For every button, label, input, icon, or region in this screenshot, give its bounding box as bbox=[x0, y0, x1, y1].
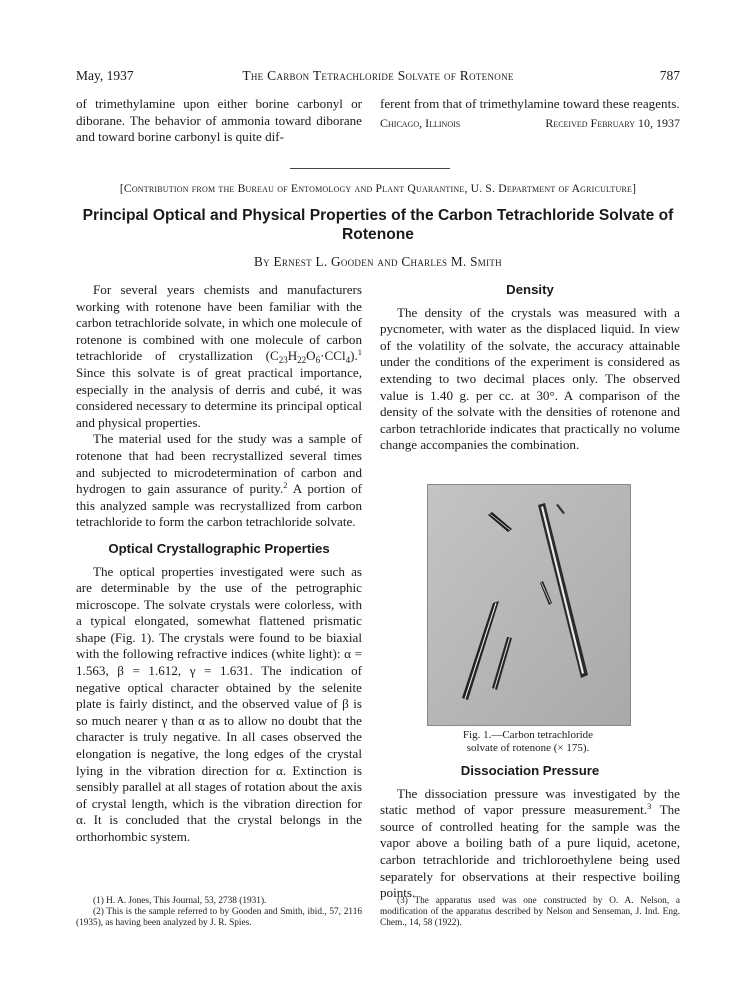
intro-paragraph-1: For several years chemists and manufacturers working with rotenone have been familiar with the carbon tetrachloride solvate, in which one molecule of rotenone is combined with one molecule of carbon tetrachloride of crystallization $(C_{23}H_{22}O_6\cdot CCl_4).^1$ Since this solvate is of great practical importance, especially in the analysis of derris and cubé, it was considered necessary to determine its principal optical and physical properties. bbox=[76, 282, 362, 430]
footnotes-right bbox=[380, 896, 680, 930]
footnote-ref-2: 2 bbox=[283, 480, 288, 491]
received-date: Received February 10, 1937 bbox=[545, 115, 680, 130]
page-number: 787 bbox=[659, 68, 680, 83]
left-column bbox=[76, 282, 362, 846]
contribution-line: [Contribution from the Bureau of Entomology and Plant Quarantine, U. S. Department of Agriculture] bbox=[119, 182, 637, 195]
optical-heading: Optical Crystallographic Properties bbox=[108, 540, 330, 556]
section-divider bbox=[290, 168, 450, 169]
dissociation-paragraph: The dissociation pressure was investigated by the static method of vapor pressure measurement.$^3$ The source of controlled heating for the sample was the vapor above a boiling bath of a pure liquid, acetone, carbon tetrachloride and trichloroethylene being used separately for observations at their respective boiling points. bbox=[380, 785, 680, 901]
footnote-ref-1: 1 bbox=[357, 347, 362, 358]
figure-caption: Fig. 1.—Carbon tetrachloride solvate of rotenone (× 175). bbox=[462, 729, 594, 755]
previous-article-text-left: of trimethylamine upon either borine carbonyl or diborane. The behavior of ammonia toward diborane and toward borine carbonyl is quite dif- bbox=[76, 96, 362, 145]
article-title: Principal Optical and Physical Properties of the Carbon Tetrachloride Solvate of Rotenone bbox=[82, 207, 674, 243]
footnote-3: (3) The apparatus used was one constructed by O. A. Nelson, a modification of the apparatus described by Nelson and Senseman, J. Ind. Eng. Chem., 14, 58 (1922). bbox=[380, 896, 680, 929]
previous-article-text-right: ferent from that of trimethylamine toward these reagents. Chicago, Illinois Received February 10, 1937 bbox=[380, 96, 680, 130]
figure-crystal-micrograph bbox=[427, 484, 631, 726]
density-paragraph: The density of the crystals was measured with a pycnometer, with water as the displaced liquid. In view of the volatility of the solvate, the accuracy attainable under the conditions of the experiment is considered as extending to two decimal places only. The observed value is 1.40 g. per cc. at 30°. A comparison of the density of the solvate with the densities of rotenone and carbon tetrachloride indicates that practically no volume change accompanies the combination. bbox=[380, 304, 680, 453]
right-column bbox=[380, 282, 680, 454]
running-head bbox=[76, 68, 680, 86]
journal-date: May, 1937 bbox=[76, 68, 134, 83]
density-heading: Density bbox=[506, 282, 554, 297]
running-title: The Carbon Tetrachloride Solvate of Rotenone bbox=[242, 68, 514, 83]
place-line: Chicago, Illinois bbox=[380, 115, 461, 130]
byline: By Ernest L. Gooden and Charles M. Smith bbox=[254, 254, 502, 269]
crystal-micrograph-image bbox=[428, 485, 630, 725]
footnote-ref-3: 3 bbox=[647, 801, 652, 812]
optical-paragraph: The optical properties investigated were such as are determinable by the use of the petrographic microscope. The solvate crystals were colorless, with a typical elongated, somewhat flattened prismatic shape (Fig. 1). The crystals were found to be biaxial with the following refractive indices (white light): α = 1.563, β = 1.612, γ = 1.631. The indication of negative optical character obtained by the selenite plate is fairly distinct, and the observed value of β is so much nearer γ than α as to allow no doubt that the character is truly negative. In all cases observed the elongation is negative, the long edges of the crystal lying in the vibration direction for α. Extinction is sensibly parallel at all stages of rotation about the axis of crystal length, which is the vibration direction for α. It is concluded that the crystal belongs in the orthorhombic system. bbox=[76, 563, 362, 844]
footnote-1: (1) H. A. Jones, This Journal, 53, 2738 (1931). bbox=[93, 896, 267, 906]
dissociation-section bbox=[380, 763, 680, 902]
footnote-2: (2) This is the sample referred to by Gooden and Smith, ibid., 57, 2116 (1935), as having been analyzed by J. R. Spies. bbox=[76, 907, 362, 929]
dissociation-heading: Dissociation Pressure bbox=[460, 763, 600, 778]
intro-paragraph-2: The material used for the study was a sample of rotenone that had been recrystallized several times and subjected to microdetermination of carbon and hydrogen to gain assurance of purity.$^2$ A portion of this analyzed sample was recrystallized from carbon tetrachloride to form the carbon tetrachloride solvate. bbox=[76, 431, 363, 530]
footnotes-left bbox=[76, 896, 362, 930]
